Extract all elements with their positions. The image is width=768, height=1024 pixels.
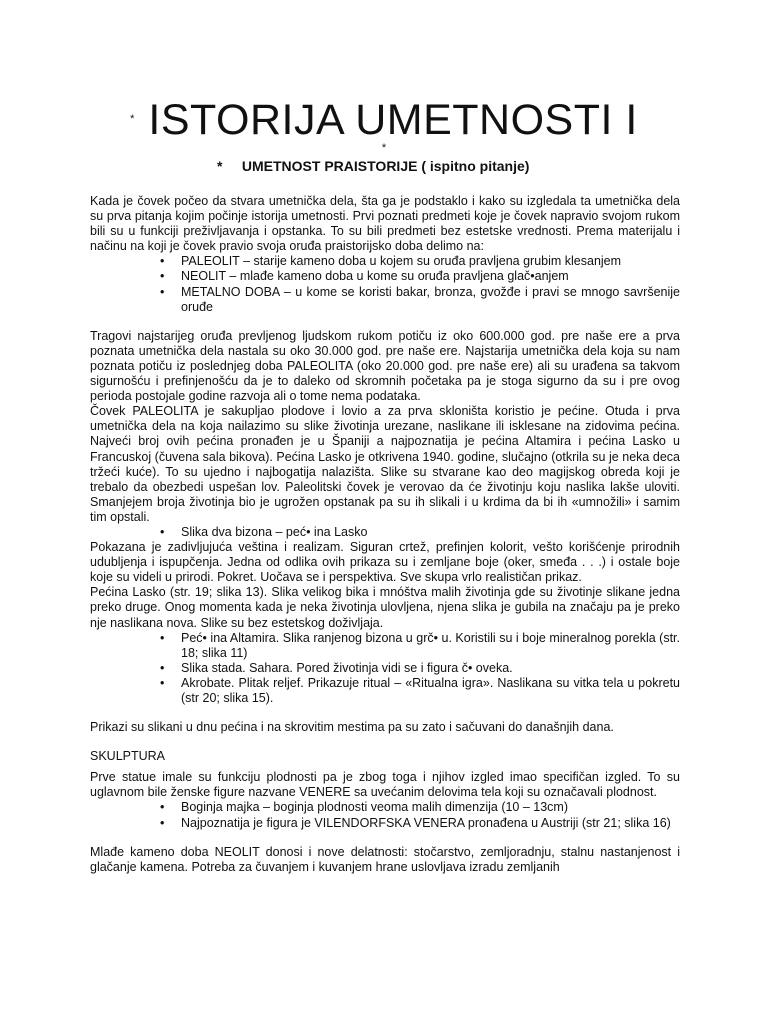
spacer	[90, 315, 680, 329]
list-item: • Boginja majka – boginja plodnosti veoma malih dimenzija (10 – 13cm)	[90, 800, 680, 815]
spacer	[90, 735, 680, 749]
list-item: • METALNO DOBA – u kome se koristi bakar, bronza, gvožđe i pravi se mnogo savršenije oruđe	[90, 285, 680, 315]
spacer	[90, 831, 680, 845]
paragraph-preservation: Prikazi su slikani u dnu pećina i na skrovitim mestima pa su zato i sačuvani do današnjih dana.	[90, 720, 614, 735]
asterisk-line: *	[381, 142, 387, 154]
list-item: • Slika dva bizona – peć• ina Lasko	[90, 525, 680, 540]
list-venus	[90, 800, 680, 830]
paragraph-realism: Pokazana je zadivljujuća veština i realizam. Siguran crtež, prefinjen kolorit, vešto korišćenje prirodnih udubljenja i ispupčenja. Jedna od odlika ovih prikaza su i zemljane boje (oker, smeđa . . .) i ostale boje koje su videli u prirodi. Pokret. Uočava se i perspektiva. Sve skupa vrlo realističan prikaz.	[90, 540, 680, 585]
document-title: ISTORIJA UMETNOSTI I	[148, 96, 638, 144]
list-item: • Peć• ina Altamira. Slika ranjenog bizona u grč• u. Koristili su i boje mineralnog porekla (str. 18; slika 11)	[90, 631, 680, 661]
title-row	[0, 96, 768, 145]
list-item: • Najpoznatija je figura je VILENDORFSKA VENERA pronađena u Austriji (str 21; slika 16)	[90, 816, 680, 831]
list-item: • Slika stada. Sahara. Pored životinja vidi se i figura č• oveka.	[90, 661, 680, 676]
section-heading: * UMETNOST PRAISTORIJE ( ispitno pitanje)	[217, 158, 530, 174]
list-item: • PALEOLIT – starije kameno doba u kojem su oruđa pravljena grubim klesanjem	[90, 254, 680, 269]
section-title-skulptura: SKULPTURA	[90, 749, 166, 764]
list-lasko	[90, 525, 680, 540]
spacer	[90, 706, 680, 720]
list-item: • NEOLIT – mlađe kameno doba u kome su oruđa pravljena glač•anjem	[90, 269, 680, 284]
paragraph-intro: Kada je čovek počeo da stvara umetnička dela, šta ga je podstaklo i kako su izgledala ta umetnička dela su prva pitanja kojim počinje istorija umetnosti. Prvi poznati predmeti koje je čovek napravio svojom rukom bili su u funkciji preživljavanja i opstanka. To su bili predmeti bez estetske vrednosti. Prema materijalu i načinu na koji je čovek pravio svoja oruđa praistorijsko doba delimo na:	[90, 194, 680, 254]
list-artworks	[90, 631, 680, 706]
paragraph-paleolit: Čovek PALEOLITA je sakupljao plodove i lovio a za prva skloništa koristio je pećine. Otuda i prva umetnička dela na koja nailazimo su slike životinja urezane, naslikane ili isklesane na zidovima pećina. Najveći broj ovih pećina pronađen je u Španiji a najpoznatija je pećina Altamira i pećina Lasko u Francuskoj (čuvena sala bikova). Pećina Lasko je otkrivena 1940. godine, slučajno (otkrila su je neka deca tržeći kuće). To su ujedno i najbogatija nalazišta. Slike su stvarane kao deo magijskog obreda koji je trebalo da obezbedi uspešan lov. Paleolitski čovek je verovao da će životinju koju naslika lakše uloviti. Smanjejem broja životinja bio je ugrožen opstanak pa su ih slikali i u krdima da bi ih «umnožili» i samim tim opstali.	[90, 404, 680, 524]
paragraph-neolit: Mlađe kameno doba NEOLIT donosi i nove delatnosti: stočarstvo, zemljoradnju, stalnu nastanjenost i glačanje kamena. Potreba za čuvanjem i kuvanjem hrane uslovljava izradu zemljanih	[90, 844, 680, 874]
paragraph-lasko: Pećina Lasko (str. 19; slika 13). Slika velikog bika i mnóštva malih životinja gde su životinje slikane jedna preko druge. Onog momenta kada je neka životinja ulovljena, njena slika je gubila na značaju pa je preko nje naslikana nova. Slike su bez estetskog doživljaja.	[90, 585, 680, 630]
document-body	[90, 194, 680, 875]
list-item: • Akrobate. Plitak reljef. Prikazuje ritual – «Ritualna igra». Naslikana su vitka tela u pokretu (str 20; slika 15).	[90, 676, 680, 706]
paragraph-statues: Prve statue imale su funkciju plodnosti pa je zbog toga i njihov izgled imao specifičan izgled. To su uglavnom bile ženske figure nazvane VENERE sa uvećanim delovima tela koji su označavali plodnost.	[90, 770, 680, 800]
title-asterisk: *	[130, 113, 135, 125]
paragraph-tools: Tragovi najstarijeg oruđa prevljenog ljudskom rukom potiču iz oko 600.000 god. pre naše ere a prva poznata umetnička dela nastala su oko 30.000 god. pre naše ere. Najstarija umetnička dela koja su nam poznata potiču iz poslednjeg doba PALEOLITA (oko 20.000 god. pre naše ere) ali su urađena sa takvom sigurnošću i prefinjenošću da je to daleko od skromnih početaka pa je stoga sigurno da su i pre ovog perioda postojale godine razvoja ali o tome nema podataka.	[90, 328, 680, 404]
list-periods	[90, 254, 680, 314]
